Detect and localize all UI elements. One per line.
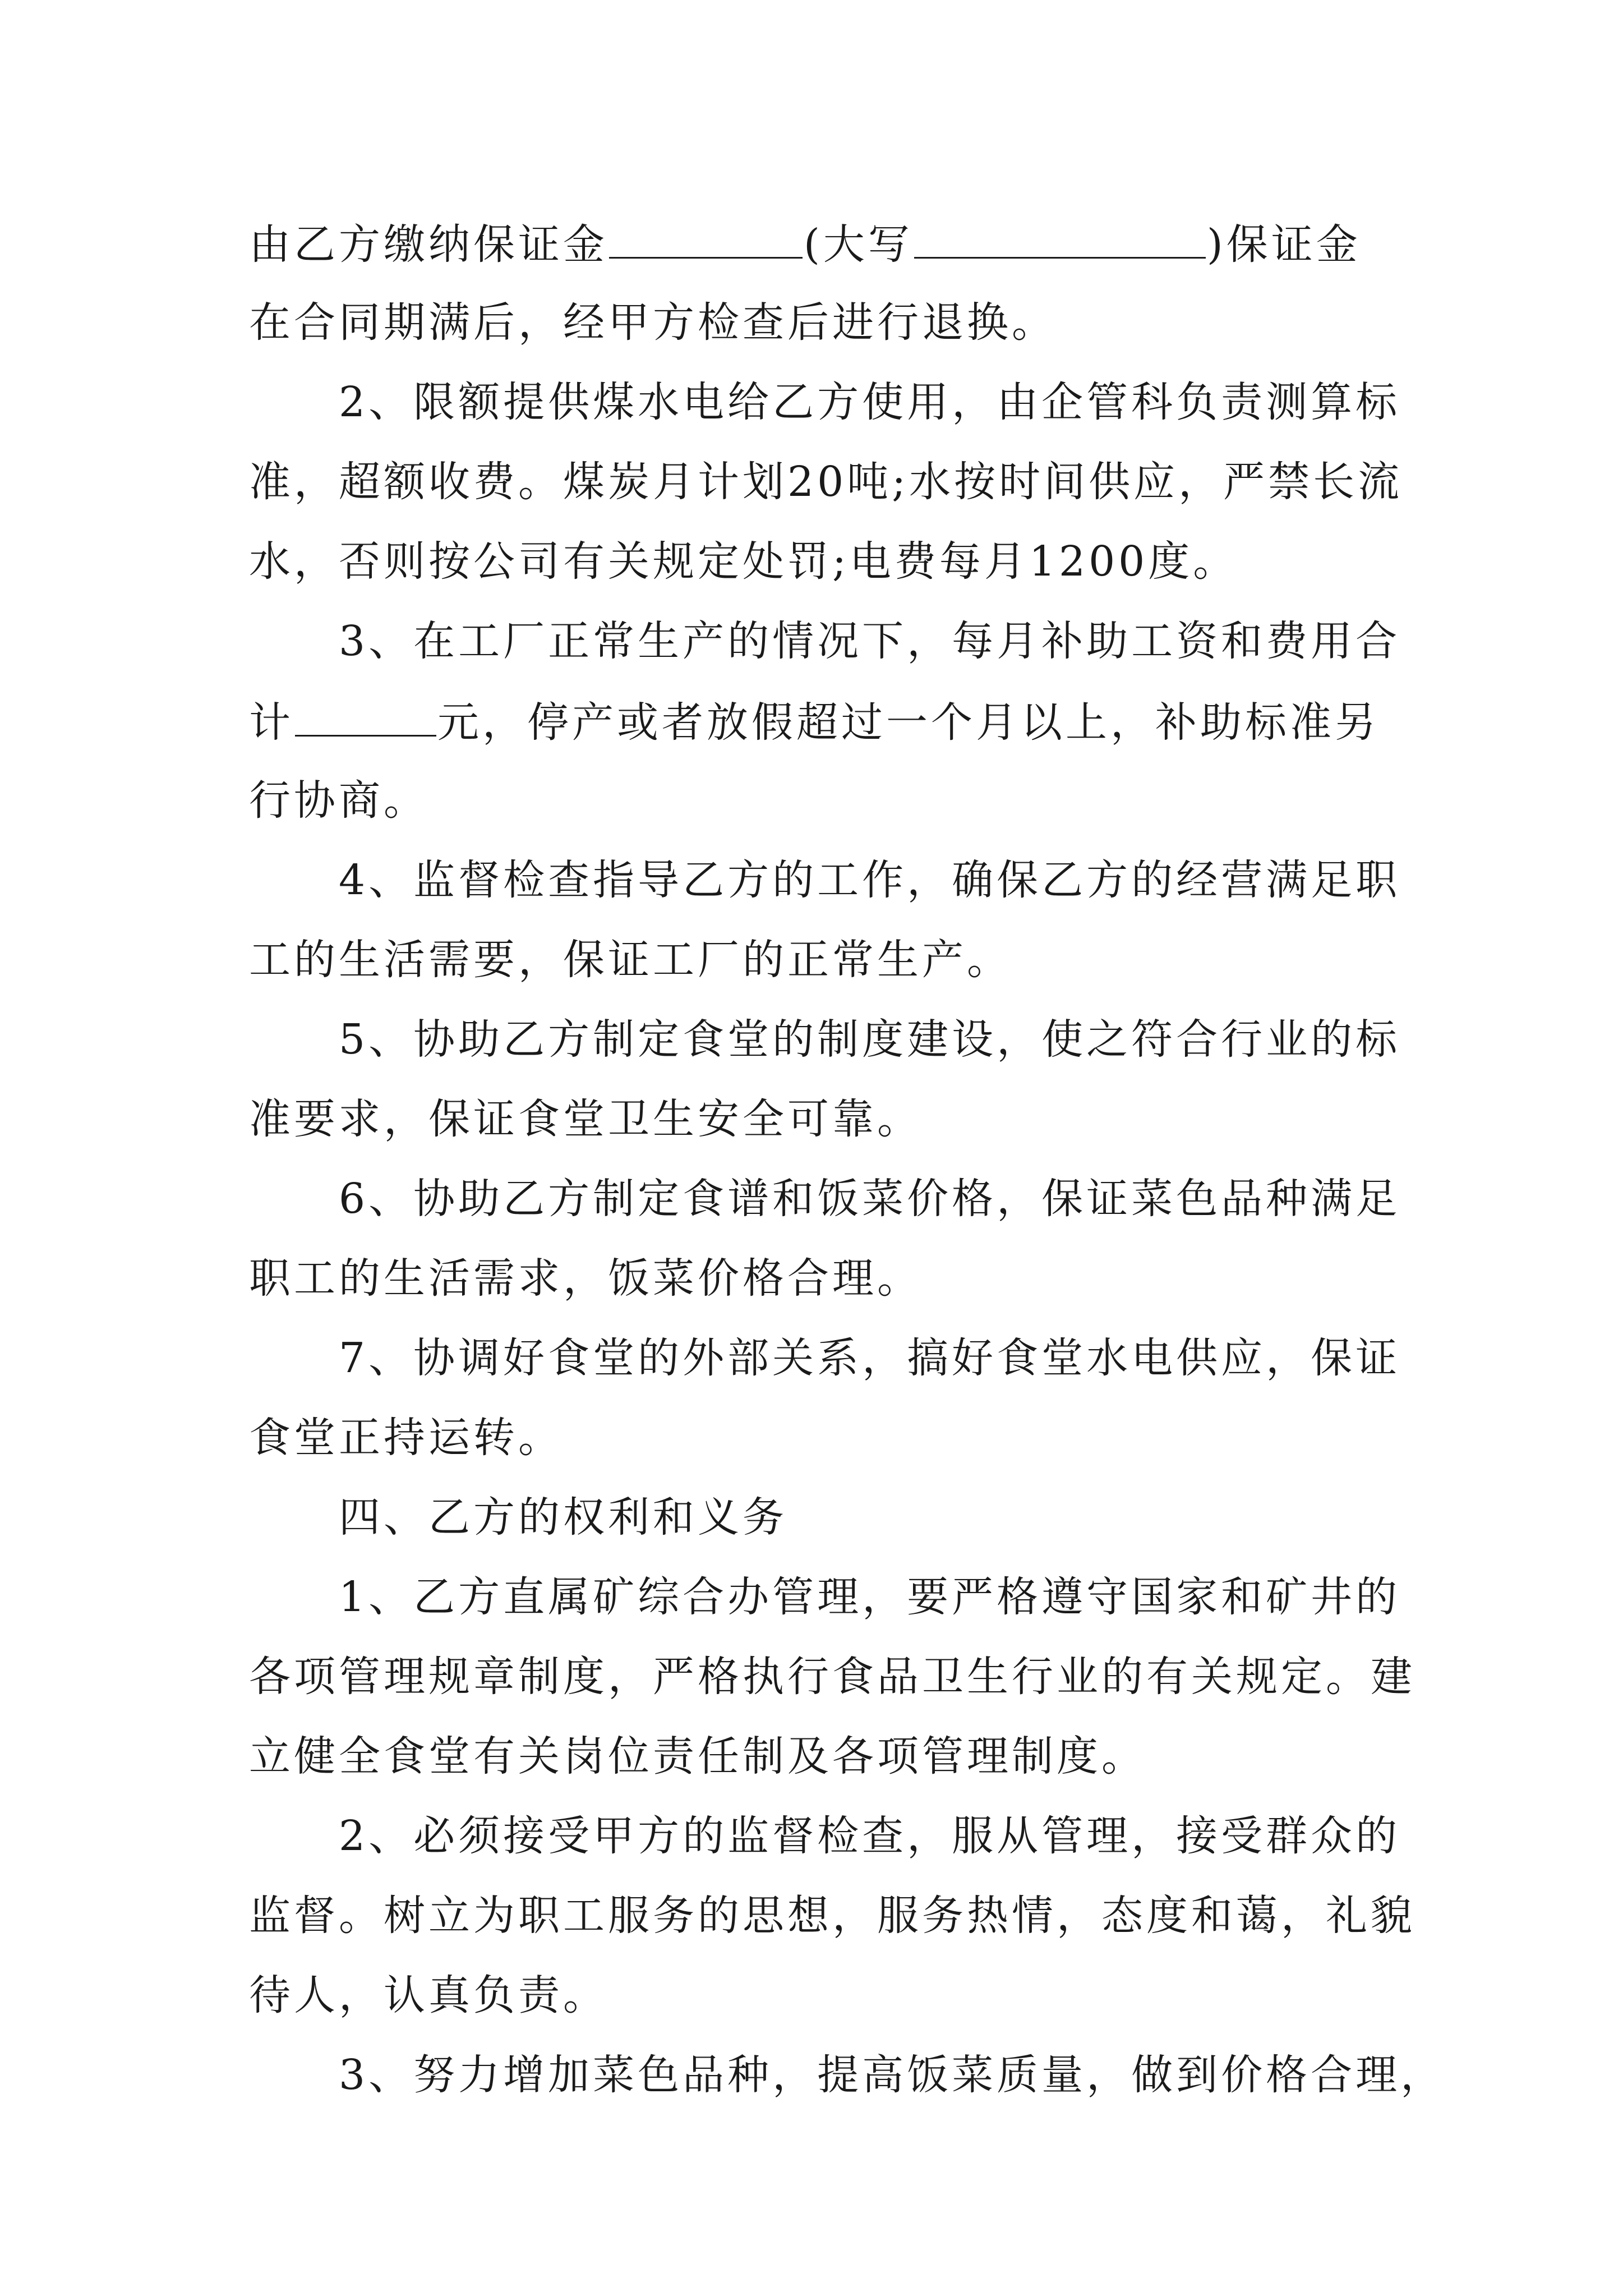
text-segment: )保证金 [1206, 220, 1361, 269]
text-line: 各项管理规章制度，严格执行食品卫生行业的有关规定。建 [249, 1653, 1415, 1701]
text-line: 立健全食堂有关岗位责任制及各项管理制度。 [249, 1732, 1146, 1780]
text-line: 4、监督检查指导乙方的工作，确保乙方的经营满足职 [249, 856, 1401, 904]
text-line: 水，否则按公司有关规定处罚;电费每月1200度。 [249, 537, 1238, 586]
text-segment: 由乙方缴纳保证金 [249, 220, 608, 269]
fill-in-blank [295, 696, 436, 737]
fill-in-blank [914, 218, 1206, 259]
text-line: 5、协助乙方制定食堂的制度建设，使之符合行业的标 [249, 1015, 1401, 1064]
text-line [249, 218, 1390, 297]
text-line: 行协商。 [249, 776, 428, 825]
text-line: 3、努力增加菜色品种，提高饭菜质量，做到价格合理， [249, 2051, 1446, 2099]
text-line: 1、乙方直属矿综合办管理，要严格遵守国家和矿井的 [249, 1573, 1401, 1621]
text-line: 在合同期满后，经甲方检查后进行退换。 [249, 298, 1057, 347]
text-line: 2、限额提供煤水电给乙方使用，由企管科负责测算标 [249, 378, 1401, 426]
fill-in-blank [609, 218, 803, 259]
text-segment: 元，停产或者放假超过一个月以上，补助标准另 [437, 698, 1380, 747]
text-line: 监督。树立为职工服务的思想，服务热情，态度和蔼，礼貌 [249, 1892, 1415, 1940]
section-heading: 四、乙方的权利和义务 [249, 1493, 787, 1542]
text-segment: 计 [249, 698, 294, 747]
text-line: 7、协调好食堂的外部关系，搞好食堂水电供应，保证 [249, 1334, 1401, 1382]
document-body [249, 218, 1446, 2129]
text-line: 准要求，保证食堂卫生安全可靠。 [249, 1095, 922, 1143]
text-line: 6、协助乙方制定食谱和饭菜价格，保证菜色品种满足 [249, 1175, 1401, 1223]
text-line: 2、必须接受甲方的监督检查，服从管理，接受群众的 [249, 1812, 1401, 1860]
text-line [249, 696, 1390, 775]
text-segment: (大写 [804, 220, 913, 269]
text-line: 待人，认真负责。 [249, 1971, 608, 2019]
text-line: 食堂正持运转。 [249, 1414, 563, 1462]
text-line: 准，超额收费。煤炭月计划20吨;水按时间供应，严禁长流 [249, 458, 1403, 506]
text-line: 职工的生活需求，饭菜价格合理。 [249, 1254, 922, 1303]
text-line: 3、在工厂正常生产的情况下，每月补助工资和费用合 [249, 617, 1401, 665]
text-line: 工的生活需要，保证工厂的正常生产。 [249, 936, 1012, 984]
